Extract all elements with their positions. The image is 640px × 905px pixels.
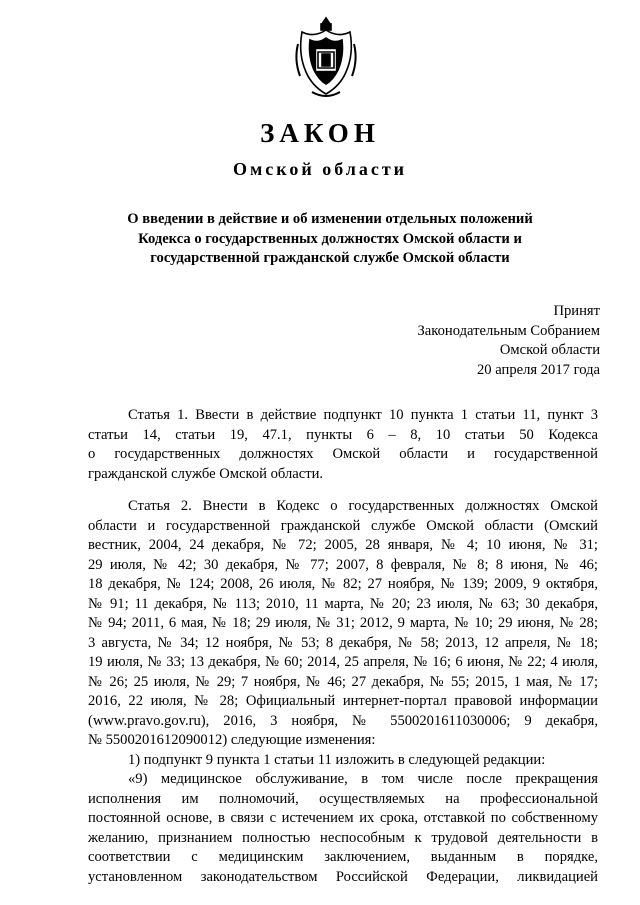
article-line: установленном законодательством Российской Федерации, ликвидацией	[88, 868, 598, 885]
article-line: вестник, 2004, 24 декабря, № 72; 2005, 28 января, № 4; 10 июня, № 31;	[88, 537, 598, 553]
article-line: 19 июля, № 33; 13 декабря, № 60; 2014, 25 апреля, № 16; 6 июня, № 22; 4 июля,	[88, 654, 598, 670]
article-line: 1) подпункт 9 пункта 1 статьи 11 изложить в следующей редакции:	[128, 751, 546, 768]
article-line: соответствии с медицинским заключением, выданным в порядке,	[88, 849, 598, 865]
document-region: Омской области	[232, 159, 408, 179]
law-subject-line: О введении в действие и об изменении отдельных положений	[127, 211, 533, 227]
article-1	[88, 406, 598, 484]
article-line: (www.pravo.gov.ru), 2016, 3 ноября, № 5500201611030006; 9 декабря,	[88, 712, 598, 729]
article-line: 2016, 22 июля, № 28; Официальный интернет-портал правовой информации	[88, 693, 598, 709]
article-2	[88, 497, 598, 887]
article-line: Статья 2. Внести в Кодекс о государственных должностях Омской	[128, 498, 598, 514]
article-line: гражданской службе Омской области.	[88, 465, 324, 482]
article-line: 3 августа, № 34; 12 ноября, № 53; 8 декабря, № 58; 2013, 12 апреля, № 18;	[88, 634, 598, 651]
law-subject-line: Кодекса о государственных должностях Омской области и	[138, 230, 522, 247]
coat-of-arms-emblem	[292, 14, 360, 100]
article-line: № 94; 2011, 6 мая, № 18; 29 июля, № 31; 2012, 9 марта, № 10; 29 июня, № 28;	[88, 615, 598, 631]
law-subject-line: государственной гражданской службе Омской области	[150, 250, 510, 266]
article-line: статьи 14, статьи 19, 47.1, пункты 6 – 8, 10 статьи 50 Кодекса	[88, 426, 598, 443]
article-line: исполнения им полномочий, осуществляемых на профессиональной	[88, 790, 598, 807]
article-line: № 5500201612090012) следующие изменения:	[88, 732, 376, 748]
article-line: № 26; 25 июля, № 29; 7 ноября, № 46; 27 декабря, № 55; 2015, 1 мая, № 17;	[88, 673, 598, 690]
article-line: № 91; 11 декабря, № 113; 2010, 11 марта, № 20; 23 июля, № 63; 30 декабря,	[88, 595, 598, 612]
article-line: постоянной основе, в связи с истечением их срока, отставкой по собственному	[88, 810, 598, 826]
article-line: 18 декабря, № 124; 2008, 26 июля, № 82; 27 ноября, № 139; 2009, 9 октября,	[88, 576, 598, 592]
adoption-block	[418, 302, 601, 380]
law-subject	[80, 210, 580, 269]
adoption-line: Принят	[553, 303, 600, 319]
article-line: желанию, признанием полностью неспособным к трудовой деятельности в	[88, 829, 598, 846]
adoption-line: Омской области	[499, 342, 600, 358]
adoption-line: Законодательным Собранием	[417, 322, 600, 339]
document-title: ЗАКОН	[260, 118, 380, 148]
article-line: Статья 1. Ввести в действие подпункт 10 пункта 1 статьи 11, пункт 3	[128, 407, 598, 423]
article-line: 29 июля, № 42; 30 декабря, № 77; 2007, 8 февраля, № 8; 8 июня, № 46;	[88, 556, 598, 573]
article-line: о государственных должностях Омской области и государственной	[88, 446, 598, 462]
article-line: «9) медицинское обслуживание, в том числе после прекращения	[128, 771, 598, 787]
article-line: области и государственной гражданской службе Омской области (Омский	[88, 517, 598, 534]
adoption-date: 20 апреля 2017 года	[477, 361, 600, 378]
